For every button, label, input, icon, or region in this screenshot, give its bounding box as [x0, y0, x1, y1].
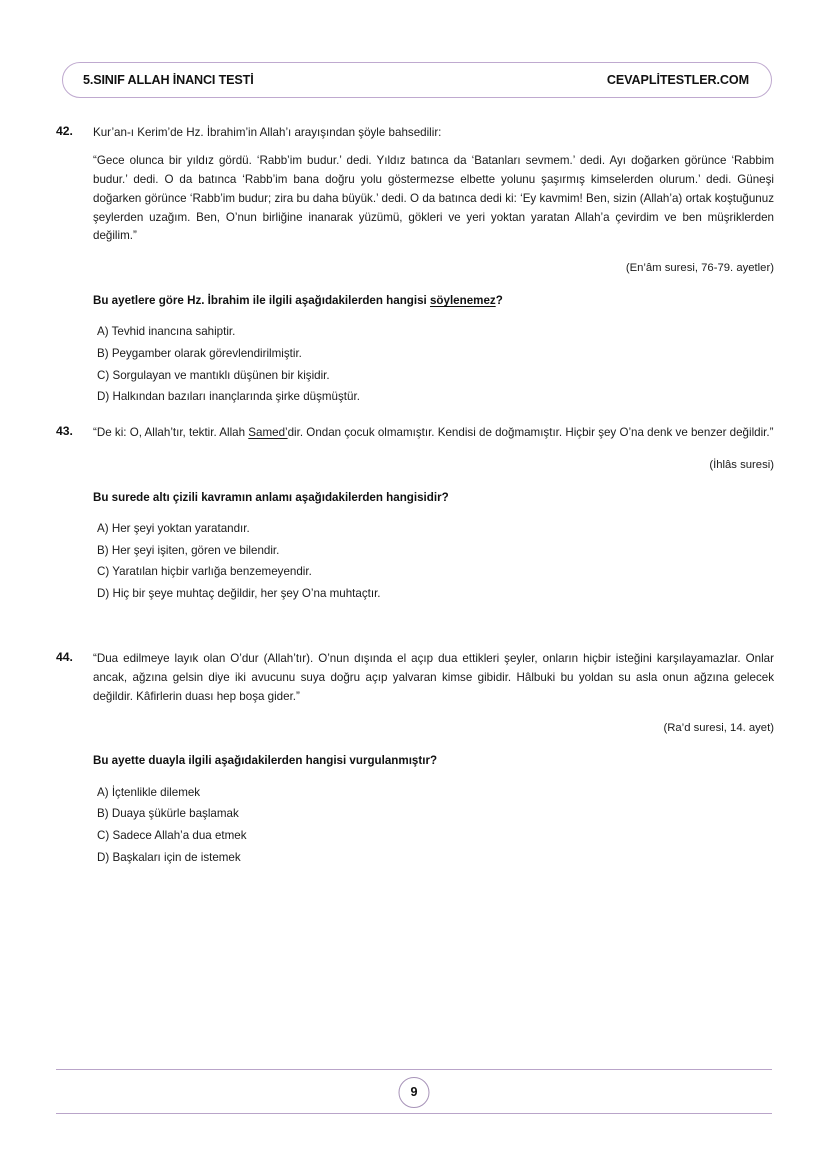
question-passage: “Dua edilmeye layık olan O’dur (Allah’tır). O’nun dışında el açıp dua ettikleri şeyler, onların hiçbir isteğini karşılayamazlar. Onlar ancak, ağzına gelsin diye iki avucunu suya doğru açıp yalvaran kimse gibidir. Hâlbuki bu yoldan su asla onun ağzına gelecek değildir. Kâfirlerin duası hep boşa gider.”: [93, 652, 774, 703]
site-brand: CEVAPLİTESTLER.COM: [606, 73, 749, 87]
passage-text-after: dir. Ondan çocuk olmamıştır. Kendisi de doğmamıştır. Hiçbir şey O’na denk ve benzer değildir.”: [287, 426, 774, 439]
question-passage: [93, 424, 774, 443]
footer-divider-top: [56, 1069, 772, 1070]
page-header-box: [62, 62, 772, 98]
question-stem-text-before: Bu ayetlere göre Hz. İbrahim ile ilgili aşağıdakilerden hangisi: [93, 294, 430, 307]
question-stem-text-after: ?: [495, 294, 503, 307]
option-b[interactable]: B) Her şeyi işiten, gören ve bilendir.: [97, 543, 280, 557]
option-list: [93, 323, 774, 405]
page-footer: [0, 1060, 828, 1130]
option-list: [93, 520, 774, 602]
option-d[interactable]: D) Halkından bazıları inançlarında şirke düşmüştür.: [97, 390, 360, 404]
question-stem: [93, 489, 774, 506]
page-number-badge: [399, 1077, 430, 1108]
question-body: [93, 650, 774, 866]
question-42: [56, 124, 774, 422]
option-c[interactable]: C) Sadece Allah’a dua etmek: [97, 828, 247, 842]
question-source: (İhlâs suresi): [709, 458, 774, 471]
question-number: 44.: [56, 650, 73, 664]
page-header-content: [63, 63, 771, 97]
question-intro: Kur’an-ı Kerim’de Hz. İbrahim’in Allah’ı arayışından şöyle bahsedilir:: [93, 126, 442, 139]
question-source: (Ra’d suresi, 14. ayet): [663, 722, 774, 735]
footer-divider-bottom: [56, 1113, 772, 1114]
question-stem-underlined: söylenemez: [429, 294, 496, 307]
question-stem: [93, 292, 774, 309]
option-b[interactable]: B) Peygamber olarak görevlendirilmiştir.: [97, 347, 302, 360]
question-stem: [93, 752, 774, 769]
question-source: (En’âm suresi, 76-79. ayetler): [625, 262, 774, 275]
question-stem-text-before: Bu surede altı çizili kavramın anlamı aşağıdakilerden hangisidir?: [93, 490, 449, 504]
question-number: 42.: [56, 124, 73, 138]
test-title: 5.SINIF ALLAH İNANCI TESTİ: [83, 73, 254, 87]
option-c[interactable]: C) Sorgulayan ve mantıklı düşünen bir kişidir.: [97, 368, 330, 382]
option-a[interactable]: A) Her şeyi yoktan yaratandır.: [97, 522, 250, 536]
option-b[interactable]: B) Duaya şükürle başlamak: [97, 807, 239, 821]
option-d[interactable]: D) Başkaları için de istemek: [97, 850, 241, 864]
option-list: [93, 784, 774, 866]
question-43: [56, 424, 774, 619]
option-a[interactable]: A) Tevhid inancına sahiptir.: [97, 325, 236, 339]
option-d[interactable]: D) Hiç bir şeye muhtaç değildir, her şey O’na muhtaçtır.: [97, 586, 381, 600]
option-a[interactable]: A) İçtenlikle dilemek: [97, 785, 201, 799]
passage-underlined-term: Samed’: [248, 426, 288, 439]
option-c[interactable]: C) Yaratılan hiçbir varlığa benzemeyendir.: [97, 565, 312, 579]
question-stem-text-before: Bu ayette duayla ilgili aşağıdakilerden hangisi vurgulanmıştır?: [93, 754, 438, 768]
page-number: 9: [410, 1085, 418, 1100]
question-body: [93, 124, 774, 406]
question-body: [93, 424, 774, 603]
question-44: [56, 650, 774, 882]
question-passage: “Gece olunca bir yıldız gördü. ‘Rabb’im budur.’ dedi. Yıldız batınca da ‘Batanları sevmem.’ dedi. Ayı doğarken görünce ‘Rabbim budur.’ dedi. O da batınca ‘Rabb’im bana doğru yolu göstermezse elbette yolunu şaşırmış kimselerden olurum.’ dedi. Güneşi doğarken görünce ‘Rabb’im budur; zira bu daha büyük.’ dedi. O da batınca dedi ki: ‘Ey kavmim! Ben, sizin (Allah’a) ortak koştuğunuz şeylerden uzağım. Ben, O’nun birliğine inanarak yüzümü, gökleri ve yeri yoktan yaratan Allah’a çevirdim ve ben müşriklerden değilim.”: [93, 154, 774, 243]
passage-text-before: “De ki: O, Allah’tır, tektir. Allah: [93, 426, 249, 439]
question-number: 43.: [56, 424, 73, 438]
